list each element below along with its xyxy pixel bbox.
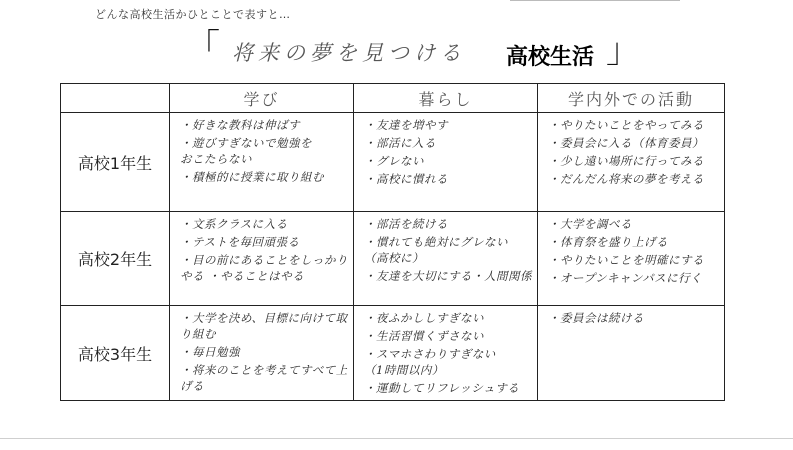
note-item: ・グレない	[364, 154, 424, 168]
handwritten-dream-phrase: 将来の夢を見つける	[232, 41, 466, 65]
note-item: ・大学を調べる	[548, 217, 632, 231]
learning-cell	[170, 113, 354, 212]
column-header-living: 暮らし	[354, 84, 538, 113]
activities-cell	[538, 212, 725, 306]
activities-cell	[538, 113, 725, 212]
school-life-plan-table	[60, 83, 725, 401]
column-header-learning: 学び	[170, 84, 354, 113]
row-label-grade: 高校2年生	[61, 212, 170, 306]
note-item: ・慣れても絶対にグレない （高校に）	[364, 235, 508, 265]
note-item: ・スマホさわりすぎない （1時間以内）	[364, 347, 496, 377]
living-cell	[354, 212, 538, 306]
living-cell	[354, 113, 538, 212]
handwritten-notes-list	[354, 113, 537, 187]
note-item: ・遊びすぎないで勉強を おこたらない	[180, 136, 312, 166]
handwritten-notes-list	[170, 306, 353, 394]
column-header-activities: 学内外での活動	[538, 84, 725, 113]
note-item: ・友達を増やす	[364, 118, 448, 132]
note-item: ・積極的に授業に取り組む	[180, 170, 324, 184]
note-item: ・運動してリフレッシュする	[364, 381, 520, 395]
note-item: ・将来のことを考えてすべて上げる	[180, 363, 348, 393]
row-label-grade: 高校3年生	[61, 306, 170, 401]
top-edge-line	[510, 0, 680, 1]
closing-bracket: 」	[606, 31, 640, 71]
table-row	[61, 306, 725, 401]
handwritten-notes-list	[170, 212, 353, 284]
note-item: ・オープンキャンパスに行く	[548, 271, 703, 285]
note-item: ・目の前にあることをしっかり やる ・やることはやる	[180, 253, 348, 283]
note-item: ・委員会に入る（体育委員）	[548, 136, 704, 150]
opening-bracket: 「	[186, 27, 220, 67]
note-item: ・少し遠い場所に行ってみる	[548, 154, 704, 168]
school-life-label: 高校生活	[506, 45, 595, 70]
note-item: ・文系クラスに入る	[180, 217, 288, 231]
note-item: ・部活を続ける	[364, 217, 448, 231]
note-item: ・テストを毎回頑張る	[180, 235, 300, 249]
living-cell	[354, 306, 538, 401]
bottom-edge-line	[0, 438, 793, 439]
note-item: ・だんだん将来の夢を考える	[548, 172, 704, 186]
worksheet-prompt: どんな高校生活かひとことで表すと…	[95, 8, 291, 21]
activities-cell	[538, 306, 725, 401]
row-label-grade: 高校1年生	[61, 113, 170, 212]
note-item: ・やりたいことをやってみる	[548, 118, 704, 132]
handwritten-notes-list	[170, 113, 353, 185]
learning-cell	[170, 212, 354, 306]
note-item: ・大学を決め、目標に向けて取り組む	[180, 311, 348, 341]
table-header-row	[61, 84, 725, 113]
note-item: ・友達を大切にする・人間関係	[364, 269, 532, 283]
note-item: ・好きな教科は伸ばす	[180, 118, 300, 132]
handwritten-notes-list	[538, 306, 724, 326]
note-item: ・生活習慣くずさない	[364, 329, 484, 343]
table-row	[61, 212, 725, 306]
note-item: ・夜ふかししすぎない	[364, 311, 484, 325]
handwritten-notes-list	[354, 212, 537, 284]
note-item: ・毎日勉強	[180, 345, 240, 359]
corner-cell	[61, 84, 170, 113]
note-item: ・高校に慣れる	[364, 172, 448, 186]
note-item: ・体育祭を盛り上げる	[548, 235, 668, 249]
handwritten-notes-list	[538, 113, 724, 187]
table-row	[61, 113, 725, 212]
handwritten-notes-list	[538, 212, 724, 286]
note-item: ・委員会は続ける	[548, 311, 644, 325]
note-item: ・部活に入る	[364, 136, 436, 150]
handwritten-notes-list	[354, 306, 537, 396]
note-item: ・やりたいことを明確にする	[548, 253, 704, 267]
learning-cell	[170, 306, 354, 401]
